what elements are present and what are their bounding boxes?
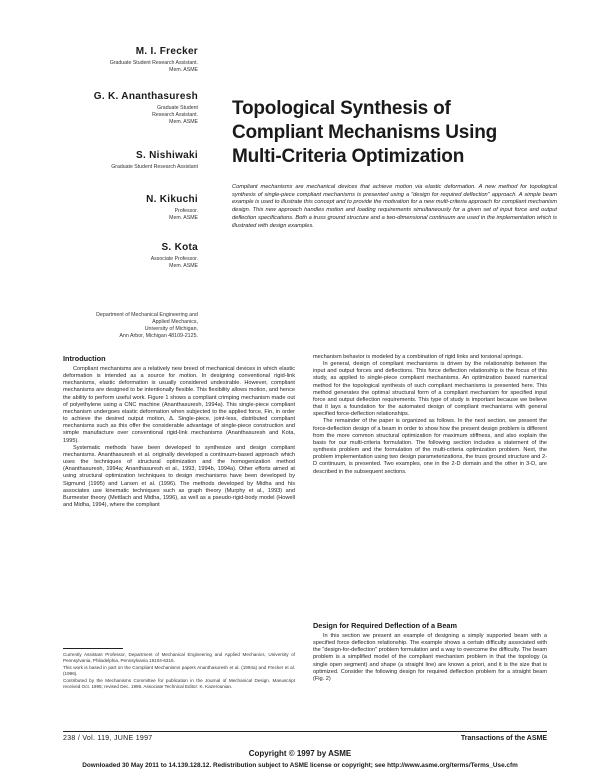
right-column-top (313, 354, 547, 476)
author-role-kota: Associate Professor. Mem. ASME (150, 256, 198, 269)
right-column-bottom (313, 633, 547, 683)
author-name-kikuchi: N. Kikuchi (146, 194, 198, 205)
author-role-kikuchi: Professor. Mem. ASME (169, 208, 198, 221)
paragraph: In general, design of compliant mechanisms is driven by the relationship between the input and output forces and deflections. This force deflection relationship is the focus of this study, as applied to single-piece compliant mechanisms. An optimization based numerical method for the topological synthesis of such compliant mechanisms is presented here. This method generates the optimal structural form of a compliant mechanism for specified input force and output deflection requirements. This type of study is important because we believe that it lays a foundation for the automated design of compliant mechanisms with general specified force-deflection relationships. (313, 361, 547, 418)
journal-name: Transactions of the ASME (460, 735, 547, 742)
author-role-nishiwaki: Graduate Student Research Assistant (111, 164, 198, 170)
footnote: This work is based in part on the Compliant Mechanisms papers Ananthasuresh et al. (1994a) and Frecker et al. (1996). (63, 665, 295, 676)
author-role-ananthasuresh: Graduate Student Research Assistant. Mem. ASME (152, 105, 198, 125)
footnote: Currently Assistant Professor, Department of Mechanical Engineering and Applied Mechanics, University of Pennsylvania, Philadelphia, Pennsylvania 19104-6315. (63, 652, 295, 663)
footer-rule (63, 731, 547, 732)
author-affiliation: Department of Mechanical Engineering and Applied Mechanics, University of Michigan, Ann Arbor, Michigan 48109-2125. (96, 312, 198, 339)
footnote-divider (63, 648, 123, 649)
paragraph: Compliant mechanisms are a relatively new breed of mechanical devices in which elastic deformation is intended as a source for motion. In designing conventional rigid-link mechanisms, elastic deformation is usually considered undesirable. However, compliant mechanisms are designed to be intentionally flexible. This flexibility allows motion, and hence the ability to perform useful work. Figure 1 shows a compliant crimping mechanism made out of polyethylene using a CNC machine (Ananthasuresh, 1994a). This single-piece compliant mechanism undergoes elastic deformation when subjected to the applied force, Fin, in order to achieve the desired output motion, Δ. Single-piece, joint-less, distributed compliant mechanisms such as this offer the considerable advantage of single-piece construction and simple manufacture over conventional rigid-link mechanisms (Ananthasuresh and Kota, 1995). (63, 366, 295, 444)
intro-heading: Introduction (63, 354, 106, 363)
author-name-nishiwaki: S. Nishiwaki (136, 150, 198, 161)
author-name-frecker: M. I. Frecker (135, 46, 198, 57)
abstract: Compliant mechanisms are mechanical devices that achieve motion via elastic deformation. A new method for topological synthesis of single-piece compliant mechanisms is presented using a "design for required deflection" approach. A simple beam example is used to illustrate this concept and to provide the motivation for a new multi-criteria approach for compliant mechanism design. This new approach handles motion and loading requirements simultaneously for a given set of input force and output deflection specifications. Both a truss ground structure and a two-dimensional continuum are used in the implementation which is illustrated with design examples. (232, 184, 557, 229)
beam-section-heading: Design for Required Deflection of a Beam (313, 621, 457, 630)
paper-title: Topological Synthesis of Compliant Mechanisms Using Multi-Criteria Optimization (232, 98, 498, 167)
paragraph: In this section we present an example of designing a simply supported beam with a specified force deflection relationship. The example shows a certain difficulty associated with the "design-for-deflection" problem formulation and a way to overcome the difficulty. The beam problem is a simplified model of the compliant mechanism problem in that the topology (a single open segment) and shape (a straight line) are known a priori, and it is the size that is optimized. Consider the following design for required deflection problem for a straight beam (Fig. 2) (313, 633, 547, 682)
paragraph: mechanism behavior is modeled by a combination of rigid links and torsional springs. (313, 354, 523, 360)
footnote: Contributed by the Mechanisms Committee for publication in the Journal of Mechanical Design. Manuscript received Oct. 1995; revised Dec. 1996. Associate Technical Editor: K. Kazerounian. (63, 678, 295, 689)
left-column (63, 366, 295, 509)
author-role-frecker: Graduate Student Research Assistant. Mem. ASME (109, 60, 198, 73)
paragraph: The remainder of the paper is organized as follows. In the next section, we present the force-deflection design of a beam in order to show how the present design problem is different from the more common structural optimization for maximum stiffness, and also explain the basis for our multi-criteria formulation. The following section includes a statement of the synthesis problem and the formulation of the multi-criteria optimization problem. Next, the problem implementation using two design parameterizations, the truss ground structure and 2-D continuum, is presented. Two examples, one in the 2-D domain and the other in 3-D, are described in the subsequent sections. (313, 418, 547, 475)
footnotes (63, 652, 295, 691)
download-notice: Downloaded 30 May 2011 to 14.139.128.12. Redistribution subject to ASME license or copyright; see http://www.asme.org/terms/Terms_Use.cfm (82, 762, 518, 769)
page-info: 238 / Vol. 119, JUNE 1997 (63, 735, 153, 742)
author-name-kota: S. Kota (161, 242, 198, 253)
paragraph: Systematic methods have been developed to synthesize and design compliant mechanisms. Ananthasuresh et al. originally developed a continuum-based approach which uses the techniques of structural optimization and the homogenization method (Ananthasuresh, 1994a; Ananthasuresh et al., 1993, 1994b, 1994a). Other efforts aimed at using structural optimization techniques to design mechanisms have been developed by Sigmund (1995) and Larsen et al. (1996). The methods developed by Midha and his associates use kinematic techniques such as graph theory (Murphy et al., 1993) and Burmester theory (Mettlach and Midha, 1996), as well as a pseudo-rigid-body model (Howell and Midha, 1994), where the compliant (63, 444, 295, 508)
author-name-ananthasuresh: G. K. Ananthasuresh (93, 91, 198, 102)
copyright-notice: Copyright © 1997 by ASME (248, 749, 352, 758)
